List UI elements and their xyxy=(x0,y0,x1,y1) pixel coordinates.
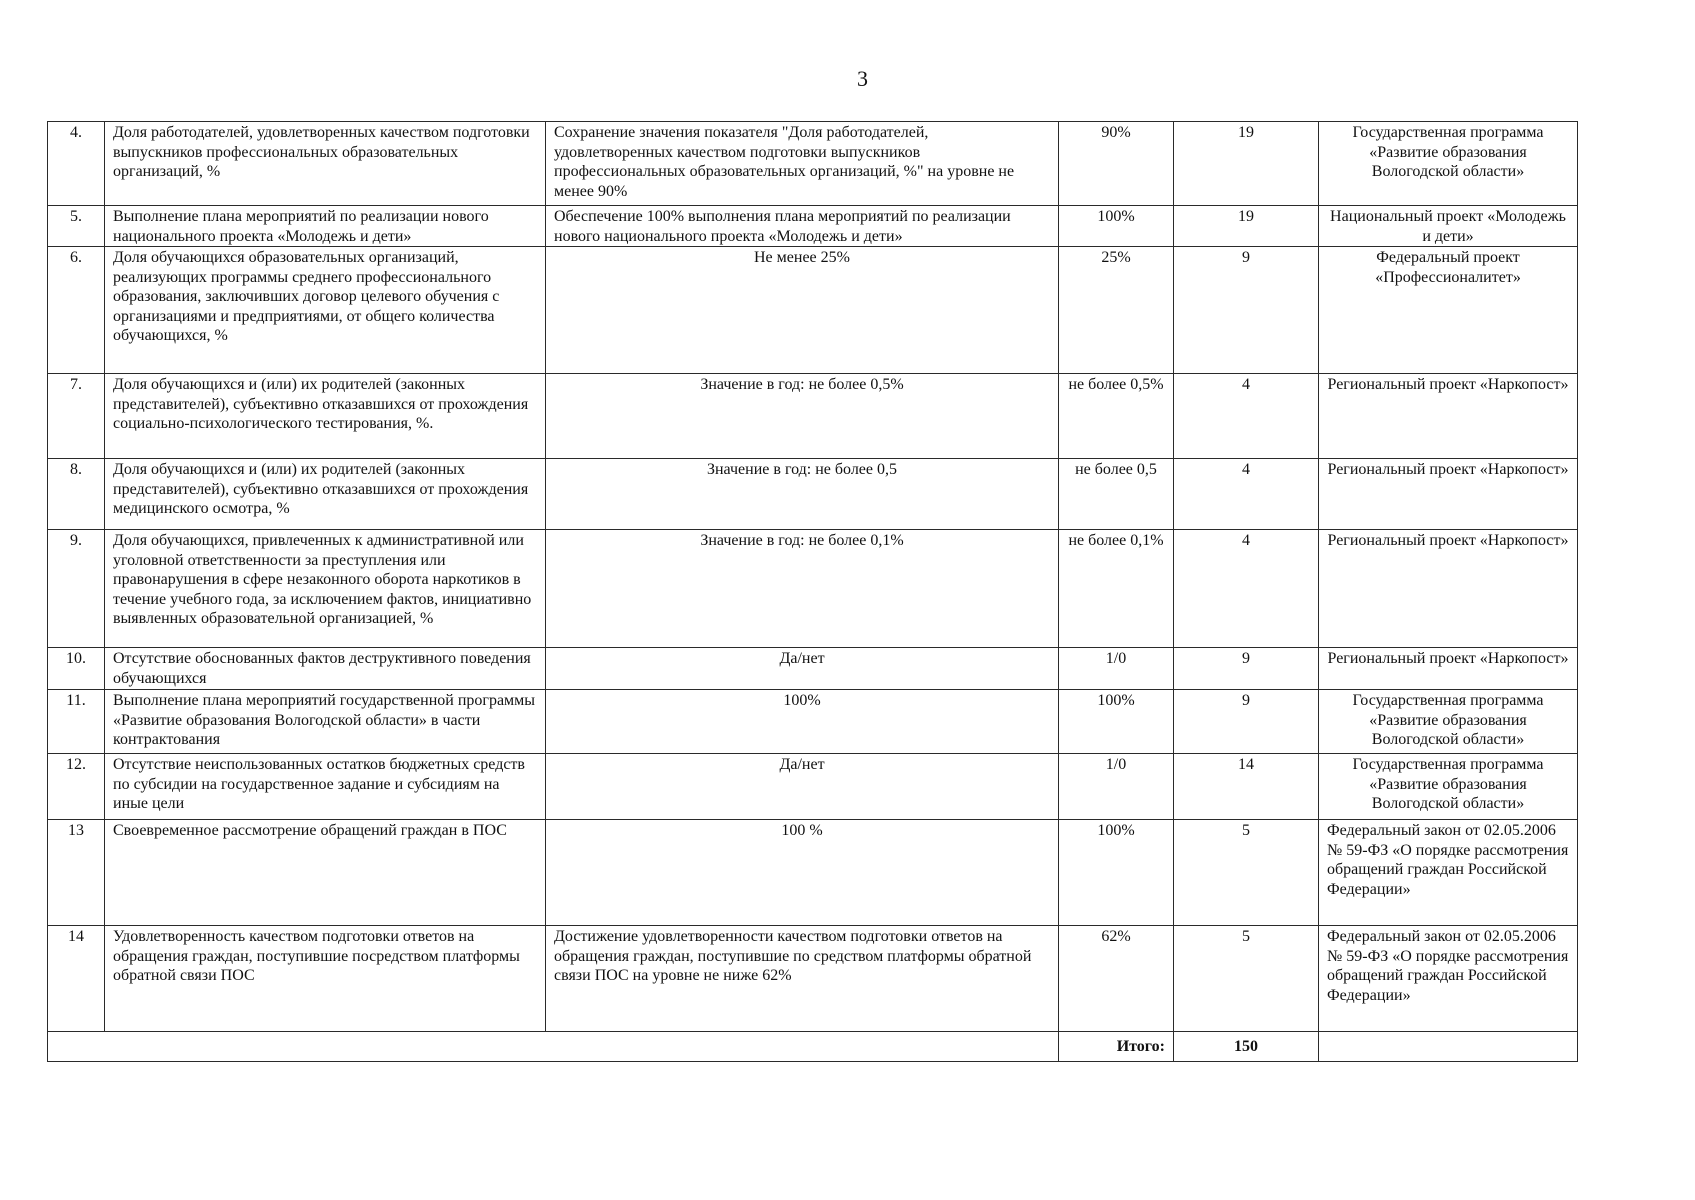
indicator-source: Государственная программа «Развитие образования Вологодской области» xyxy=(1319,690,1578,754)
indicator-source: Федеральный закон от 02.05.2006 № 59-ФЗ «О порядке рассмотрения обращений граждан Российской Федерации» xyxy=(1319,820,1578,926)
row-number: 13 xyxy=(48,820,105,926)
indicator-source: Федеральный проект «Профессионалитет» xyxy=(1319,247,1578,374)
indicator-source: Региональный проект «Наркопост» xyxy=(1319,648,1578,690)
indicator-name: Доля обучающихся и (или) их родителей (законных представителей), субъективно отказавшихся от прохождения медицинского осмотра, % xyxy=(105,459,546,530)
total-label: Итого: xyxy=(1059,1032,1174,1062)
total-empty-cell xyxy=(1319,1032,1578,1062)
indicator-criterion: 100% xyxy=(546,690,1059,754)
row-number: 14 xyxy=(48,926,105,1032)
indicator-name: Удовлетворенность качеством подготовки ответов на обращения граждан, поступившие посредством платформы обратной связи ПОС xyxy=(105,926,546,1032)
indicator-value: 100% xyxy=(1059,206,1174,247)
indicator-points: 9 xyxy=(1174,247,1319,374)
indicator-source: Национальный проект «Молодежь и дети» xyxy=(1319,206,1578,247)
indicator-value: 1/0 xyxy=(1059,648,1174,690)
indicator-points: 4 xyxy=(1174,459,1319,530)
table-row xyxy=(48,530,1578,648)
indicator-name: Отсутствие обоснованных фактов деструктивного поведения обучающихся xyxy=(105,648,546,690)
table-row xyxy=(48,206,1578,247)
row-number: 8. xyxy=(48,459,105,530)
row-number: 4. xyxy=(48,122,105,206)
indicator-name: Выполнение плана мероприятий по реализации нового национального проекта «Молодежь и дети» xyxy=(105,206,546,247)
row-number: 7. xyxy=(48,374,105,459)
indicator-points: 4 xyxy=(1174,374,1319,459)
indicator-criterion: Да/нет xyxy=(546,648,1059,690)
indicator-criterion: 100 % xyxy=(546,820,1059,926)
indicator-source: Региональный проект «Наркопост» xyxy=(1319,530,1578,648)
indicator-value: 25% xyxy=(1059,247,1174,374)
indicator-name: Выполнение плана мероприятий государственной программы «Развитие образования Вологодской области» в части контрактования xyxy=(105,690,546,754)
indicator-points: 5 xyxy=(1174,820,1319,926)
table-row xyxy=(48,820,1578,926)
indicator-source: Государственная программа «Развитие образования Вологодской области» xyxy=(1319,754,1578,820)
indicator-source: Федеральный закон от 02.05.2006 № 59-ФЗ «О порядке рассмотрения обращений граждан Российской Федерации» xyxy=(1319,926,1578,1032)
indicator-criterion: Значение в год: не более 0,5% xyxy=(546,374,1059,459)
indicator-name: Доля обучающихся образовательных организаций, реализующих программы среднего профессионального образования, заключивших договор целевого обучения с организациями и предприятиями, от общего количества обучающихся, % xyxy=(105,247,546,374)
table-row xyxy=(48,122,1578,206)
indicator-source: Региональный проект «Наркопост» xyxy=(1319,374,1578,459)
table-row xyxy=(48,459,1578,530)
indicator-source: Государственная программа «Развитие образования Вологодской области» xyxy=(1319,122,1578,206)
page-number: 3 xyxy=(857,66,868,91)
indicator-name: Доля обучающихся, привлеченных к административной или уголовной ответственности за преступления или правонарушения в сфере незаконного оборота наркотиков в течение учебного года, за исключением фактов, инициативно выявленных образовательной организацией, % xyxy=(105,530,546,648)
indicator-points: 19 xyxy=(1174,122,1319,206)
indicator-value: не более 0,5% xyxy=(1059,374,1174,459)
indicator-points: 19 xyxy=(1174,206,1319,247)
indicator-criterion: Достижение удовлетворенности качеством подготовки ответов на обращения граждан, поступившие по средством платформы обратной связи ПОС на уровне не ниже 62% xyxy=(546,926,1059,1032)
indicator-points: 9 xyxy=(1174,648,1319,690)
indicator-value: 100% xyxy=(1059,690,1174,754)
row-number: 10. xyxy=(48,648,105,690)
indicator-value: 1/0 xyxy=(1059,754,1174,820)
table-row xyxy=(48,247,1578,374)
row-number: 9. xyxy=(48,530,105,648)
indicator-criterion: Сохранение значения показателя "Доля работодателей, удовлетворенных качеством подготовки выпускников профессиональных образовательных организаций, %" на уровне не менее 90% xyxy=(546,122,1059,206)
indicator-value: 100% xyxy=(1059,820,1174,926)
table-row xyxy=(48,690,1578,754)
indicator-points: 4 xyxy=(1174,530,1319,648)
indicator-value: не более 0,5 xyxy=(1059,459,1174,530)
row-number: 12. xyxy=(48,754,105,820)
table-row xyxy=(48,926,1578,1032)
table-row xyxy=(48,754,1578,820)
indicator-value: 90% xyxy=(1059,122,1174,206)
indicator-name: Своевременное рассмотрение обращений граждан в ПОС xyxy=(105,820,546,926)
total-value: 150 xyxy=(1174,1032,1319,1062)
indicator-points: 14 xyxy=(1174,754,1319,820)
indicator-criterion: Значение в год: не более 0,5 xyxy=(546,459,1059,530)
indicator-value: не более 0,1% xyxy=(1059,530,1174,648)
total-row xyxy=(48,1032,1578,1062)
total-spacer xyxy=(48,1032,1059,1062)
row-number: 6. xyxy=(48,247,105,374)
indicator-value: 62% xyxy=(1059,926,1174,1032)
table-row xyxy=(48,374,1578,459)
indicator-criterion: Обеспечение 100% выполнения плана мероприятий по реализации нового национального проекта «Молодежь и дети» xyxy=(546,206,1059,247)
indicator-criterion: Да/нет xyxy=(546,754,1059,820)
indicators-table xyxy=(47,121,1578,1062)
row-number: 11. xyxy=(48,690,105,754)
indicator-name: Доля обучающихся и (или) их родителей (законных представителей), субъективно отказавшихся от прохождения социально-психологического тестирования, %. xyxy=(105,374,546,459)
indicator-name: Доля работодателей, удовлетворенных качеством подготовки выпускников профессиональных образовательных организаций, % xyxy=(105,122,546,206)
indicator-points: 5 xyxy=(1174,926,1319,1032)
table-row xyxy=(48,648,1578,690)
indicator-criterion: Значение в год: не более 0,1% xyxy=(546,530,1059,648)
indicator-criterion: Не менее 25% xyxy=(546,247,1059,374)
indicator-points: 9 xyxy=(1174,690,1319,754)
indicator-name: Отсутствие неиспользованных остатков бюджетных средств по субсидии на государственное задание и субсидиям на иные цели xyxy=(105,754,546,820)
row-number: 5. xyxy=(48,206,105,247)
indicator-source: Региональный проект «Наркопост» xyxy=(1319,459,1578,530)
